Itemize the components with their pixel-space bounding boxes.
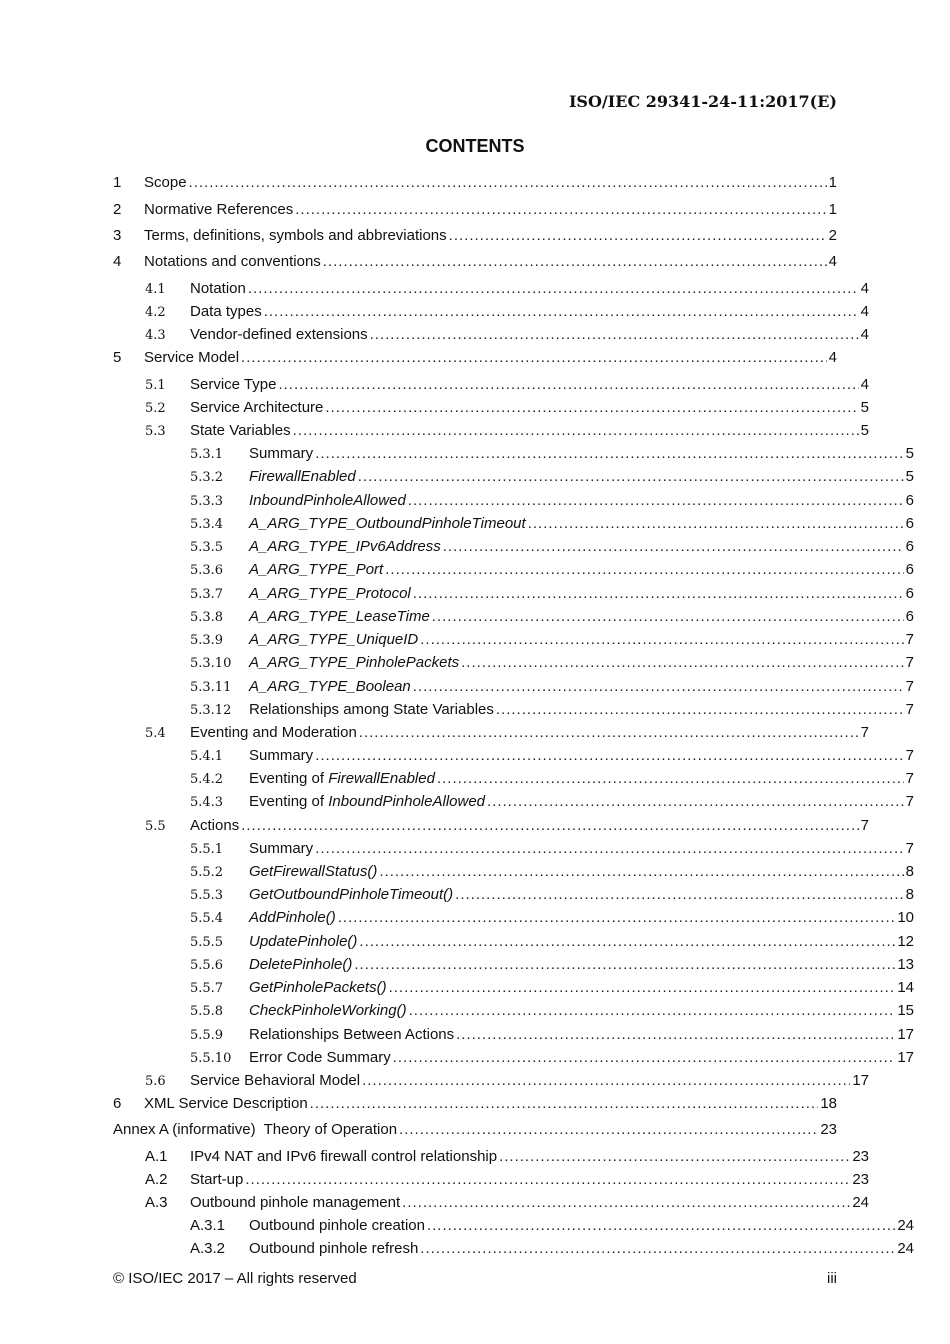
toc-entry-5-3-6[interactable] [113,560,914,579]
dot-leader [354,955,895,974]
toc-entry-5-5-9[interactable] [113,1025,914,1044]
toc-entry-a-3-1[interactable] [113,1216,914,1235]
toc-title: Service Behavioral Model [190,1072,361,1089]
toc-page: 7 [860,724,869,741]
toc-title: XML Service Description [144,1095,308,1112]
toc-number: 5.4.1 [190,749,224,764]
toc-title [249,677,411,696]
page-number: iii [827,1270,837,1287]
toc-page: 18 [820,1095,837,1112]
toc-page: 7 [905,678,914,695]
toc-page: 7 [905,631,914,648]
toc-title: Vendor-defined extensions [190,326,368,343]
toc-page: 4 [860,326,869,343]
toc-title-italic: GetPinholePackets() [249,979,387,996]
toc-title: Notations and conventions [144,253,321,270]
toc-number: 3 [113,227,122,244]
toc-page: 8 [905,886,914,903]
toc-number: A.3 [145,1194,168,1211]
toc-page: 1 [828,201,837,218]
toc-page: 7 [905,793,914,810]
toc-number: 5.3.10 [190,656,232,671]
toc-title-italic: AddPinhole() [249,909,336,926]
toc-page: 23 [852,1171,869,1188]
toc-entry-5-1[interactable] [113,375,869,394]
toc-page: 5 [905,445,914,462]
contents-heading: CONTENTS [425,136,525,156]
toc-title: Relationships among State Variables [249,701,494,718]
toc-number: 4.3 [145,328,166,343]
dot-leader [338,908,896,927]
toc-title: Service Type [190,376,277,393]
dot-leader [241,348,827,367]
toc-page: 6 [905,585,914,602]
toc-number: 5.3.9 [190,633,224,648]
toc-entry-5-5-2[interactable] [113,862,914,881]
toc-number: A.1 [145,1148,168,1165]
toc-title: Normative References [144,201,294,218]
dot-leader [455,885,904,904]
toc-title: Outbound pinhole refresh [249,1240,419,1257]
dot-leader [409,1001,896,1020]
toc-number: 5.4.2 [190,772,224,787]
toc-page: 7 [905,747,914,764]
toc-entry-5-4-2[interactable] [113,769,914,788]
toc-title: Service Architecture [190,399,324,416]
toc-entry-5-5-8[interactable] [113,1001,914,1020]
dot-leader [420,1239,895,1258]
toc-number: 5.3.8 [190,610,224,625]
toc-entry-a-3[interactable] [113,1193,869,1212]
toc-title [249,653,459,672]
toc-page: 17 [897,1049,914,1066]
toc-entry-5-5-7[interactable] [113,978,914,997]
toc-number: 5 [113,349,122,366]
toc-entry-5-5-10[interactable] [113,1048,914,1067]
toc-entry-5-5-6[interactable] [113,955,914,974]
dot-leader [315,444,903,463]
dot-leader [248,279,859,298]
toc-number: 5.1 [145,378,166,393]
dot-leader [362,1071,850,1090]
dot-leader [408,491,904,510]
toc-title-italic: FirewallEnabled [328,770,435,787]
dot-leader [399,1120,818,1139]
toc-entry-1[interactable] [113,173,837,192]
toc-title [249,514,526,533]
toc-entry-6[interactable] [113,1094,837,1113]
toc-entry-5-5[interactable] [113,816,869,835]
toc-title-italic: FirewallEnabled [249,468,356,485]
toc-title-italic: A_ARG_TYPE_UniqueID [249,631,419,648]
toc-number: A.3.2 [190,1240,226,1257]
dot-leader [264,302,859,321]
dot-leader [461,653,904,672]
toc-entry-4-3[interactable] [113,325,869,344]
toc-number: 5.5.5 [190,935,224,950]
dot-leader [420,630,903,649]
toc-page: 7 [905,770,914,787]
dot-leader [443,537,904,556]
toc-title: Actions [190,817,240,834]
toc-page: 24 [852,1194,869,1211]
toc-title-prefix: Eventing of [249,770,329,787]
toc-entry-5-4[interactable] [113,723,869,742]
dot-leader [293,421,859,440]
dot-leader [449,226,827,245]
toc-number: 4.2 [145,305,166,320]
toc-number: 2 [113,201,122,218]
toc-page: 7 [905,654,914,671]
toc-number: 1 [113,174,122,191]
toc-title: Outbound pinhole creation [249,1217,425,1234]
toc-number: 4.1 [145,282,166,297]
dot-leader [437,769,904,788]
toc-entry-5-4-1[interactable] [113,746,914,765]
dot-leader [499,1147,850,1166]
toc-entry-3[interactable] [113,226,837,245]
toc-title-italic: CheckPinholeWorking() [249,1002,407,1019]
copyright-notice: © ISO/IEC 2017 – All rights reserved [113,1270,357,1287]
dot-leader [393,1048,896,1067]
toc-page: 13 [897,956,914,973]
toc-entry-5-3-2[interactable] [113,467,914,486]
toc-number: 5.4.3 [190,795,224,810]
toc-page: 23 [852,1148,869,1165]
toc-page: 17 [897,1026,914,1043]
toc-page: 7 [860,817,869,834]
toc-title-italic: InboundPinholeAllowed [328,793,486,810]
toc-number: A.2 [145,1171,168,1188]
toc-page: 12 [897,933,914,950]
toc-entry-5-5-4[interactable] [113,908,914,927]
toc-title: Scope [144,174,187,191]
toc-page: 6 [905,515,914,532]
toc-number: 5.5.4 [190,911,224,926]
toc-title [249,792,485,811]
toc-title: IPv4 NAT and IPv6 firewall control relationship [190,1148,498,1165]
toc-number: 5.6 [145,1074,166,1089]
toc-title [249,955,352,974]
dot-leader [315,746,903,765]
toc-title [249,630,418,649]
toc-title [249,862,377,881]
toc-page: 23 [820,1121,837,1138]
toc-page: 5 [860,422,869,439]
toc-entry-5-3-3[interactable] [113,491,914,510]
toc-number: 5.5.6 [190,958,224,973]
toc-number: 5.3.4 [190,517,224,532]
toc-entry-5-3-4[interactable] [113,514,914,533]
toc-title: State Variables [190,422,291,439]
toc-page: 5 [905,468,914,485]
dot-leader [325,398,858,417]
toc-page: 17 [852,1072,869,1089]
toc-title: Notation [190,280,246,297]
toc-number: 5.5 [145,819,166,834]
toc-page: 7 [905,840,914,857]
toc-title-italic: GetFirewallStatus() [249,863,378,880]
toc-entry-5-5-1[interactable] [113,839,914,858]
toc-title: Annex A (informative) Theory of Operation [113,1121,398,1138]
toc-page: 4 [860,280,869,297]
toc-entry-5-3-1[interactable] [113,444,914,463]
toc-title: Terms, definitions, symbols and abbreviations [144,227,447,244]
toc-title [249,537,441,556]
dot-leader [427,1216,895,1235]
toc-title-italic: UpdatePinhole() [249,933,358,950]
toc-page: 4 [828,253,837,270]
toc-number: 5.5.8 [190,1004,224,1019]
toc-entry-2[interactable] [113,200,837,219]
toc-entry-5-3-9[interactable] [113,630,914,649]
dot-leader [528,514,904,533]
toc-page: 8 [905,863,914,880]
toc-number: 5.4 [145,726,166,741]
dot-leader [310,1094,819,1113]
toc-page: 1 [828,174,837,191]
toc-entry-5-2[interactable] [113,398,869,417]
toc-page: 7 [905,701,914,718]
toc-entry-annex-a[interactable] [113,1120,837,1139]
dot-leader [358,467,904,486]
toc-entry-5-3-11[interactable] [113,677,914,696]
toc-entry-5-6[interactable] [113,1071,869,1090]
dot-leader [278,375,858,394]
toc-title [249,607,430,626]
toc-number: 5.3.7 [190,587,224,602]
toc-entry-5-3-10[interactable] [113,653,914,672]
toc-title [249,1001,407,1020]
toc-page: 14 [897,979,914,996]
toc-title [249,560,383,579]
toc-number: 5.3 [145,424,166,439]
dot-leader [359,932,895,951]
toc-page: 5 [860,399,869,416]
toc-entry-5-5-3[interactable] [113,885,914,904]
dot-leader [496,700,904,719]
toc-number: 5.5.7 [190,981,224,996]
toc-number: 5.3.3 [190,494,224,509]
toc-title: Data types [190,303,262,320]
document-id: ISO/IEC 29341-24-11:2017(E) [568,92,837,111]
toc-number: 5.3.11 [190,680,232,695]
dot-leader [413,584,904,603]
dot-leader [359,723,859,742]
dot-leader [245,1170,850,1189]
toc-title [249,908,336,927]
table-of-contents [113,0,914,1344]
toc-number: A.3.1 [190,1217,226,1234]
toc-number: 5.5.9 [190,1028,224,1043]
toc-title-italic: A_ARG_TYPE_OutboundPinholeTimeout [249,515,526,532]
toc-page: 6 [905,492,914,509]
toc-number: 5.3.6 [190,563,224,578]
toc-entry-5-3-8[interactable] [113,607,914,626]
toc-entry-a-2[interactable] [113,1170,869,1189]
toc-title [249,584,411,603]
toc-title: Start-up [190,1171,244,1188]
toc-title: Service Model [144,349,240,366]
toc-entry-5-5-5[interactable] [113,932,914,951]
toc-page: 4 [860,376,869,393]
toc-number: 6 [113,1095,122,1112]
toc-page: 6 [905,538,914,555]
toc-title-prefix: Eventing of [249,793,329,810]
toc-title: Eventing and Moderation [190,724,357,741]
toc-title-italic: A_ARG_TYPE_PinholePackets [249,654,460,671]
toc-entry-5-3-5[interactable] [113,537,914,556]
dot-leader [323,252,827,271]
dot-leader [389,978,896,997]
toc-entry-a-1[interactable] [113,1147,869,1166]
toc-title-italic: A_ARG_TYPE_Port [249,561,384,578]
dot-leader [295,200,826,219]
toc-number: 5.3.1 [190,447,224,462]
toc-number: 5.5.1 [190,842,224,857]
toc-title: Error Code Summary [249,1049,391,1066]
toc-title-italic: A_ARG_TYPE_Boolean [249,678,411,695]
toc-title: Summary [249,445,314,462]
toc-entry-5-3-7[interactable] [113,584,914,603]
toc-title: Relationships Between Actions [249,1026,455,1043]
toc-entry-4-1[interactable] [113,279,869,298]
toc-title [249,491,406,510]
dot-leader [413,677,904,696]
dot-leader [241,816,858,835]
toc-page: 2 [828,227,837,244]
dot-leader [487,792,904,811]
toc-page: 4 [828,349,837,366]
toc-title: Summary [249,747,314,764]
dot-leader [370,325,859,344]
toc-entry-5[interactable] [113,348,837,367]
toc-title-italic: A_ARG_TYPE_Protocol [249,585,411,602]
toc-title [249,467,356,486]
toc-page: 24 [897,1217,914,1234]
toc-number: 4 [113,253,122,270]
dot-leader [385,560,903,579]
toc-page: 4 [860,303,869,320]
dot-leader [402,1193,850,1212]
toc-page: 24 [897,1240,914,1257]
toc-entry-4-2[interactable] [113,302,869,321]
toc-number: 5.5.3 [190,888,224,903]
toc-entry-5-3[interactable] [113,421,869,440]
toc-title [249,769,435,788]
toc-number: 5.5.2 [190,865,224,880]
toc-number: 5.3.2 [190,470,224,485]
toc-number: 5.3.5 [190,540,224,555]
toc-entry-5-3-12[interactable] [113,700,914,719]
toc-title [249,885,453,904]
toc-title-italic: GetOutboundPinholeTimeout() [249,886,454,903]
toc-title: Outbound pinhole management [190,1194,401,1211]
toc-page: 6 [905,608,914,625]
toc-number: 5.3.12 [190,703,232,718]
toc-title-italic: A_ARG_TYPE_LeaseTime [249,608,430,625]
toc-number: 5.2 [145,401,166,416]
dot-leader [189,173,827,192]
toc-title-italic: DeletePinhole() [249,956,353,973]
toc-title [249,978,387,997]
toc-entry-5-4-3[interactable] [113,792,914,811]
toc-page: 6 [905,561,914,578]
toc-title [249,932,357,951]
dot-leader [456,1025,895,1044]
toc-title-italic: InboundPinholeAllowed [249,492,406,509]
toc-title-italic: A_ARG_TYPE_IPv6Address [249,538,441,555]
toc-page: 10 [897,909,914,926]
dot-leader [432,607,904,626]
toc-number: 5.5.10 [190,1051,232,1066]
toc-entry-4[interactable] [113,252,837,271]
toc-entry-a-3-2[interactable] [113,1239,914,1258]
dot-leader [315,839,903,858]
toc-title: Summary [249,840,314,857]
toc-page: 15 [897,1002,914,1019]
dot-leader [379,862,903,881]
